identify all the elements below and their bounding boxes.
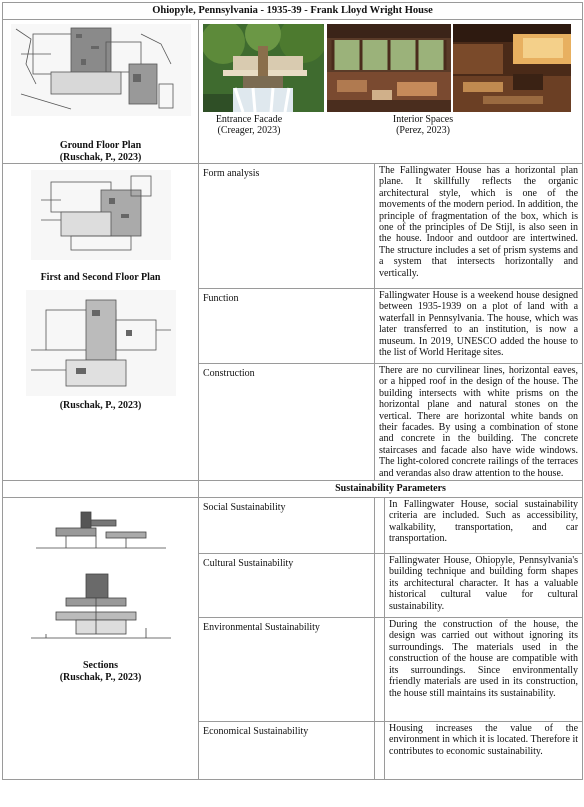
upper-floor-credit: (Ruschak, P., 2023) (59, 399, 142, 411)
function-label: Function (199, 289, 375, 364)
entrance-facade-photo (203, 24, 324, 112)
ground-floor-caption: Ground Floor Plan (59, 140, 142, 151)
ground-floor-credit: (Ruschak, P., 2023) (59, 151, 142, 163)
blank-header-cell (3, 481, 199, 498)
document-page (2, 2, 582, 805)
construction-text: There are no curvilinear lines, horizontal eaves, or a hipped roof in the design of the house. The building intersects with white prisms on the horizontal plane and natural stones on the vertical. There are horizontal white bands on their facades. By using a combination of stone and concrete in the building. The concrete staircases and facade also have wide windows. The light-colored concrete railings of the terraces and verandas also draw attention to the house. (375, 364, 583, 481)
sections-caption: Sections (83, 660, 118, 672)
cultural-sustainability-text: Fallingwater House, Ohiopyle, Pennsylvania's building technique and building form shapes its architectural character. It has a valuable historical cultural value for cultural sustainability. (385, 554, 583, 618)
spacer-cell (375, 618, 385, 722)
entrance-facade-caption: Entrance Facade (215, 114, 283, 125)
interior-living-room-photo (327, 24, 451, 112)
first-floor-plan-drawing (31, 170, 171, 260)
social-sustainability-text: In Fallingwater House, social sustainability criteria are included. Such as accessibility, walkability, transportation, and car transportation. (385, 498, 583, 554)
spacer-cell (375, 554, 385, 618)
upper-floor-plan-cell (3, 164, 199, 481)
second-floor-plan-drawing (26, 290, 176, 396)
economical-sustainability-text: Housing increases the value of the environment in which it is located. Therefore it contributes to economic sustainability. (385, 722, 583, 780)
spacer-cell (375, 498, 385, 554)
spacer-cell (375, 722, 385, 780)
ground-floor-plan-cell (3, 20, 199, 164)
section-drawing-1 (26, 508, 176, 558)
entrance-facade-credit: (Creager, 2023) (217, 125, 281, 136)
economical-sustainability-label: Economical Sustainability (199, 722, 375, 780)
social-sustainability-label: Social Sustainability (199, 498, 375, 554)
interior-space-photo (453, 24, 571, 112)
analysis-table (2, 2, 583, 780)
form-analysis-text: The Fallingwater House has a horizontal plan plane. It skillfully reflects the organic architectural style, which is one of the movements of the modern period. In addition, the principle of fragmentation of the box, which is one of the principles of De Stijl, is also seen in the house. Indoor and outdoor are intertwined. The structure includes a set of prism systems and a system that intersects horizontally and vertically. (375, 164, 583, 289)
environmental-sustainability-text: During the construction of the house, the design was carried out without ignoring its surroundings. The materials used in the construction of the house are compatible with its surroundings. Since environmentally friendly materials are used in its construction, the house still maintains its sustainability. (385, 618, 583, 722)
construction-label: Construction (199, 364, 375, 481)
section-drawing-2 (26, 572, 176, 650)
function-text: Fallingwater House is a weekend house designed between 1935-1939 on a plot of land with a waterfall in Pennsylvania. The house, which was later transferred to an institution, is now a museum. In 2019, UNESCO added the house to the list of World Heritage sites. (375, 289, 583, 364)
photos-cell (199, 20, 583, 164)
cultural-sustainability-label: Cultural Sustainability (199, 554, 375, 618)
form-analysis-label: Form analysis (199, 164, 375, 289)
interior-spaces-credit: (Perez, 2023) (396, 125, 450, 136)
upper-floor-caption: First and Second Floor Plan (40, 272, 161, 283)
sustainability-header: Sustainability Parameters (199, 481, 583, 498)
sections-cell (3, 498, 199, 780)
ground-floor-plan-drawing (11, 24, 191, 116)
interior-spaces-caption: Interior Spaces (392, 114, 454, 125)
environmental-sustainability-label: Environmental Sustainability (199, 618, 375, 722)
sections-credit: (Ruschak, P., 2023) (59, 671, 142, 683)
document-title: Ohiopyle, Pennsylvania - 1935-39 - Frank Lloyd Wright House (3, 3, 583, 20)
